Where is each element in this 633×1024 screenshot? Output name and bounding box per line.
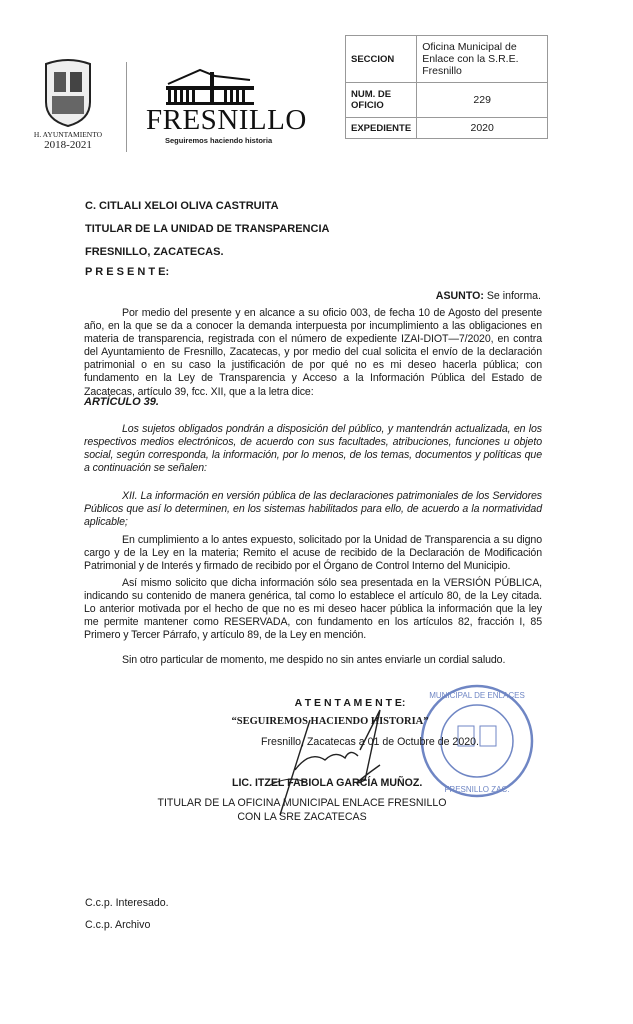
addressee-title: TITULAR DE LA UNIDAD DE TRANSPARENCIA: [85, 223, 330, 235]
meta-row-expediente: [346, 118, 548, 139]
meta-key: EXPEDIENTE: [346, 118, 417, 139]
article-text: Los sujetos obligados pondrán a disposición del público, y mantendrán actualizada, en los respectivos medios electrónicos, de acuerdo con sus facultades, atribuciones, funciones u objeto social, según corresponda, la información, por lo menos, de los temas, documentos y políticas que a continuación se señalen:: [84, 423, 542, 475]
header-divider: [126, 62, 127, 152]
addressee-name: C. CITLALI XELOI OLIVA CASTRUITA: [85, 200, 279, 212]
closing-place-date: Fresnillo, Zacatecas a 01 de Octubre de 2020.: [261, 736, 479, 748]
meta-key: NUM. DE OFICIO: [346, 83, 417, 118]
meta-row-seccion: [346, 36, 548, 83]
signer-title: TITULAR DE LA OFICINA MUNICIPAL ENLACE FRESNILLO CON LA SRE ZACATECAS: [157, 797, 447, 823]
meta-key: SECCION: [346, 36, 417, 83]
meta-value: 229: [417, 83, 548, 118]
presente: P R E S E N T E:: [85, 266, 170, 278]
body-paragraph-2: En cumplimiento a lo antes expuesto, solicitado por la Unidad de Transparencia a su digno cargo y de la Ley en la materia; Remito el acuse de recibido de la Declaración de Modificación Patrimonial y de Interés y firmado de recibido por el Órgano de Control Interno del Municipio.: [84, 534, 542, 573]
closing-motto: “SEGUIREMOS HACIENDO HISTORIA”: [231, 716, 429, 727]
municipal-crest: [40, 58, 96, 128]
logo-name: FRESNILLO: [146, 104, 307, 136]
ccp-archivo: C.c.p. Archivo: [85, 919, 151, 931]
body-paragraph-1: Por medio del presente y en alcance a su oficio 003, de fecha 10 de Agosto del presente año, en la que se da a conocer la demanda interpuesta por incumplimiento a las obligaciones en materia de transparencia, registrada con el número de expediente IZAI-DIOT—7/2020, en contra del Ayuntamiento de Fresnillo, Zacatecas, y por medio del cual solicita el envío de la declaración patrimonial o en su caso la justificación de por qué no es mi deseo hacerla pública; con fundamento en la Ley de Transparencia y Acceso a la Información Pública del Estado de Zacatecas, artículo 39, fcc. XII, que a la letra dice:: [84, 307, 542, 398]
council-label: H. AYUNTAMIENTO: [33, 130, 103, 139]
addressee-location: FRESNILLO, ZACATECAS.: [85, 246, 224, 258]
logo-tagline: Seguiremos haciendo historia: [165, 136, 273, 145]
meta-value: 2020: [417, 118, 548, 139]
signer-name: LIC. ITZEL FABIOLA GARCÍA MUÑOZ.: [232, 777, 423, 789]
svg-text:FRESNILLO ZAC.: FRESNILLO ZAC.: [444, 785, 510, 794]
article-fraction: XII. La información en versión pública de las declaraciones patrimoniales de los Servidores Públicos que así lo determinen, en los sistemas habilitados para ello, de acuerdo a la normatividad aplicable;: [84, 490, 542, 529]
subject-line: [436, 290, 541, 302]
council-years: 2018-2021: [44, 139, 92, 151]
meta-row-oficio: [346, 83, 548, 118]
document-meta-table: [345, 35, 548, 139]
subject-label: ASUNTO:: [435, 290, 484, 302]
svg-text:MUNICIPAL DE ENLACES: MUNICIPAL DE ENLACES: [429, 691, 525, 700]
fresnillo-logo-icon: [160, 64, 260, 106]
body-paragraph-3: Así mismo solicito que dicha información sólo sea presentada en la VERSIÓN PÚBLICA, indicando su contenido de manera genérica, tal como lo establece el artículo 80, de la Ley citada. Lo anterior motivada por el hecho de que no es mi deseo hacer pública la información que la ley me permite mantener como RESERVADA, con fundamento en los artículos 82, fracción I, 85 Primero y Tercer Párrafo, y artículo 89, de la Ley en mención.: [84, 577, 542, 642]
body-paragraph-4: Sin otro particular de momento, me despido no sin antes enviarle un cordial saludo.: [122, 654, 506, 666]
ccp-interesado: C.c.p. Interesado.: [85, 897, 169, 909]
meta-value: Oficina Municipal de Enlace con la S.R.E. Fresnillo: [417, 36, 548, 83]
closing-atentamente: A T E N T A M E N T E:: [294, 697, 406, 709]
article-heading: ARTÍCULO 39.: [84, 396, 159, 408]
subject-value: Se informa.: [486, 290, 541, 302]
